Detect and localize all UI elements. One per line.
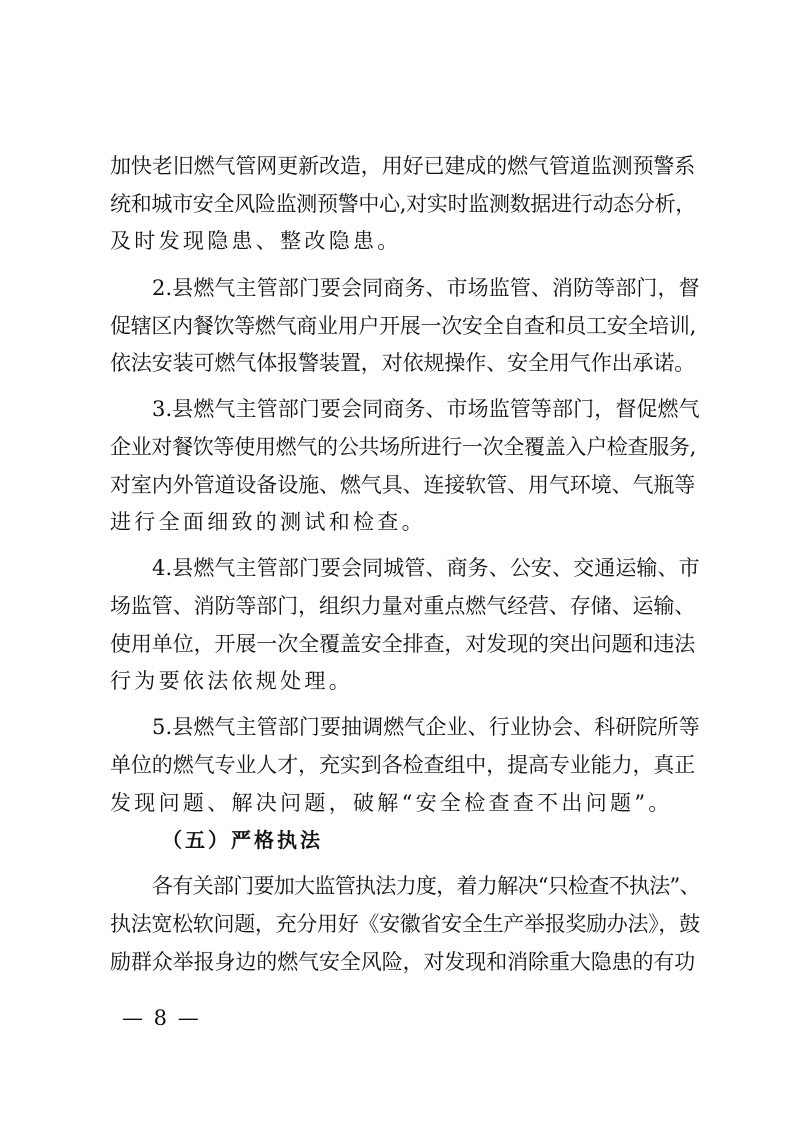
paragraph-2-line-2: 促辖区内餐饮等燃气商业用户开展一次安全自查和员工安全培训, (110, 314, 696, 338)
paragraph-5-line-1: 5.县燃气主管部门要抽调燃气企业、行业协会、科研院所等 (152, 715, 700, 739)
paragraph-2-line-3: 依法安装可燃气体报警装置，对依规操作、安全用气作出承诺。 (110, 351, 696, 375)
paragraph-3-line-3: 对室内外管道设备设施、燃气具、连接软管、用气环境、气瓶等 (110, 473, 696, 497)
final-paragraph-line-3: 励群众举报身边的燃气安全风险，对发现和消除重大隐患的有功 (110, 950, 696, 974)
final-paragraph-line-1: 各有关部门要加大监管执法力度，着力解决“只检查不执法”、 (152, 874, 700, 898)
paragraph-2-line-1: 2.县燃气主管部门要会同商务、市场监管、消防等部门，督 (152, 276, 700, 300)
paragraph-5-line-3: 发现问题、解决问题，破解“安全检查查不出问题”。 (110, 791, 673, 815)
paragraph-1-line-3: 及时发现隐患、整改隐患。 (110, 229, 402, 253)
paragraph-5-line-2: 单位的燃气专业人才，充实到各检查组中，提高专业能力，真正 (110, 753, 696, 777)
paragraph-1-line-1: 加快老旧燃气管网更新改造，用好已建成的燃气管道监测预警系 (110, 154, 696, 178)
paragraph-3-line-1: 3.县燃气主管部门要会同商务、市场监管等部门，督促燃气 (152, 397, 700, 421)
paragraph-4-line-2: 场监管、消防等部门，组织力量对重点燃气经营、存储、运输、 (110, 594, 696, 618)
paragraph-4-line-4: 行为要依法依规处理。 (110, 669, 353, 693)
paragraph-4-line-1: 4.县燃气主管部门要会同城管、商务、公安、交通运输、市 (152, 556, 700, 580)
section-heading: （五）严格执法 (162, 828, 323, 852)
paragraph-4-line-3: 使用单位，开展一次全覆盖安全排查，对发现的突出问题和违法 (110, 632, 696, 656)
final-paragraph-line-2: 执法宽松软问题，充分用好《安徽省安全生产举报奖励办法》，鼓 (110, 912, 700, 936)
paragraph-1-line-2: 统和城市安全风险监测预警中心,对实时监测数据进行动态分析， (110, 192, 696, 216)
page-number: — 8 — (122, 1006, 201, 1030)
paragraph-3-line-4: 进行全面细致的测试和检查。 (110, 510, 426, 534)
paragraph-3-line-2: 企业对餐饮等使用燃气的公共场所进行一次全覆盖入户检查服务, (110, 435, 696, 459)
